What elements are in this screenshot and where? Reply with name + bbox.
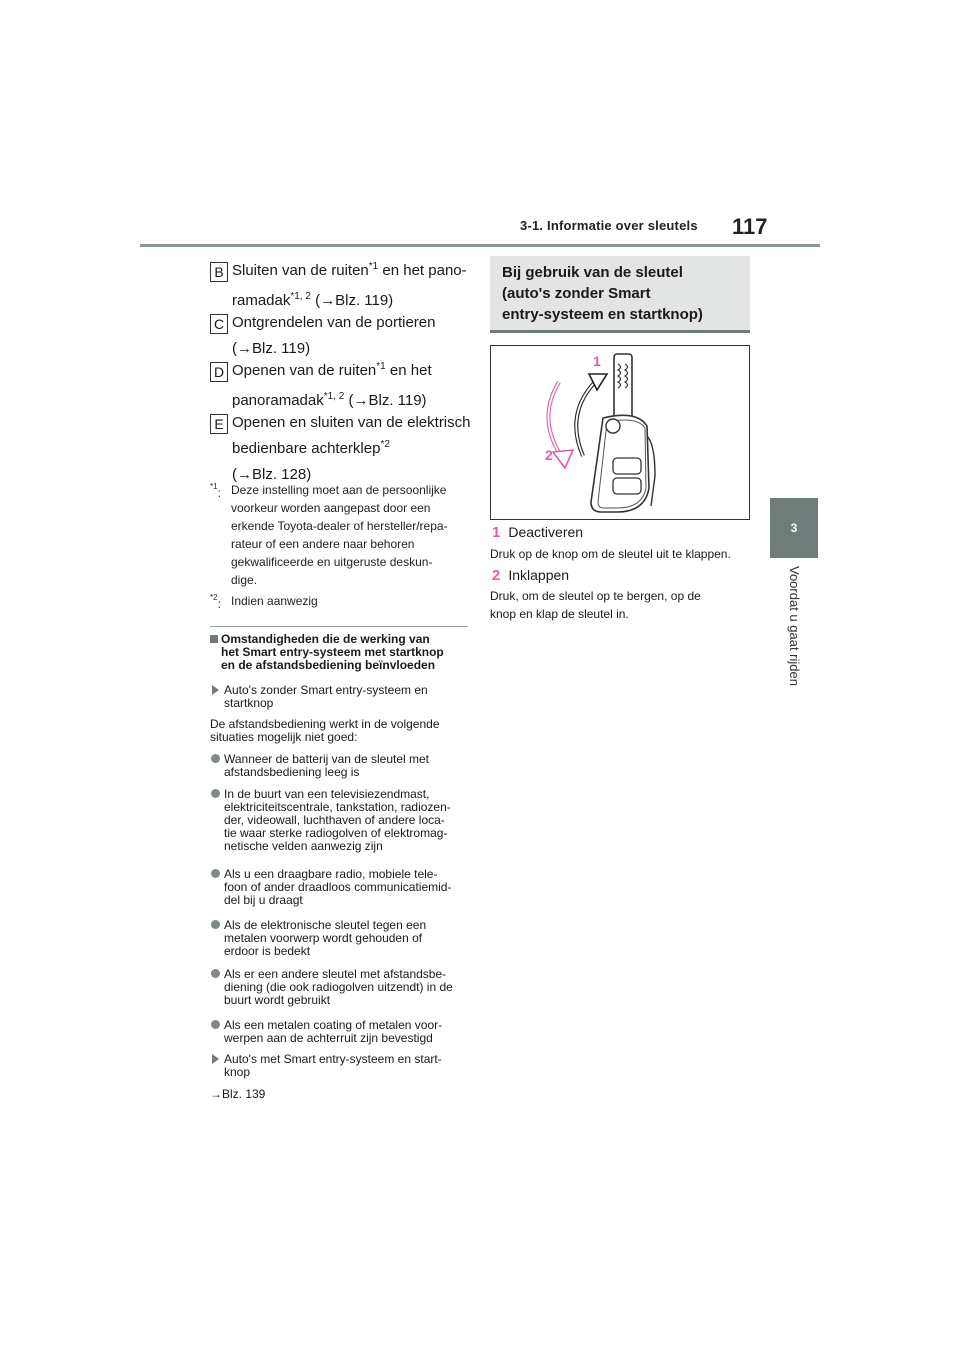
bullet-dot-icon [211,969,220,978]
footnote-line: Deze instelling moet aan de persoonlijke [231,483,447,497]
step-number: 2 [492,567,501,584]
footnote-ref: *2 [380,439,390,450]
condition-with-smart-entry [210,1053,472,1079]
subsection-heading-line: (auto's zonder Smart [502,285,651,302]
footnote-ref: *1, 2 [290,291,311,302]
bullet-line: afstandsbediening leeg is [224,765,360,779]
flip-key-diagram [491,346,749,519]
item-c-page-ref: (→Blz. 119) [232,340,311,357]
subsection-heading-line: Bij gebruik van de sleutel [502,264,683,281]
subsection-heading-box [490,256,750,333]
bullet-line: Als u een draagbare radio, mobiele tele- [224,867,438,881]
bullet-line: Als een metalen coating of metalen voor- [224,1018,443,1032]
chapter-number: 3 [790,521,798,535]
item-e-text: Openen en sluiten van de elektrisch [232,414,471,431]
chapter-title: Voordat u gaat rijden [787,566,802,686]
footnote-2: $^{*2}$: Indien aanwezig [210,592,472,610]
section-heading-line: het Smart entry-systeem met startknop [221,645,444,659]
triangle-arrow-icon [212,1054,219,1064]
item-e-page-ref: (→Blz. 128) [232,466,312,483]
bullet-item [210,919,472,958]
step-description-line: Druk op de knop om de sleutel uit te klappen. [490,547,731,561]
footnote-line: Indien aanwezig [231,594,318,608]
bullet-item [210,788,472,853]
item-d-text-line2: panoramadak [232,392,324,409]
bullet-item [210,968,472,1007]
item-b-text-line2: ramadak [232,292,291,309]
bullet-line: Als de elektronische sleutel tegen een [224,918,427,932]
item-d-page-ref: (→Blz. 119) [344,392,427,409]
bullet-line: foon of ander draadloos communicatiemid- [224,880,452,894]
step-description-line: knop en klap de sleutel in. [490,607,629,621]
footnote-ref: *1 [368,261,379,272]
item-b [210,258,472,314]
intro-line: situaties mogelijk niet goed: [210,730,358,744]
bullet-line: diening (die ook radiogolven uitzendt) in de [224,980,453,994]
footnote-line: erkende Toyota-dealer of hersteller/repa- [231,519,448,533]
item-d-text-cont: en het [385,362,432,379]
footnote-ref: *1, 2 [323,391,345,402]
bullet-line: erdoor is bedekt [224,944,311,958]
intro-line: De afstandsbediening werkt in de volgende [210,717,440,731]
step-2 [492,567,752,584]
bullet-line: del bij u draagt [224,893,303,907]
bullet-line: Als er een andere sleutel met afstandsbe- [224,967,447,981]
bullet-line: metalen voorwerp wordt gehouden of [224,931,423,945]
section-heading-line: Omstandigheden die de werking van [221,632,430,646]
bullet-line: tie waar sterke radiogolven of elektromag- [224,826,448,840]
item-b-page-ref: (→Blz. 119) [310,292,394,309]
condition-no-smart-entry [210,684,472,710]
item-e-text-line2: bedienbare achterklep [232,440,381,457]
bullet-line: elektriciteitscentrale, tankstation, radiozen- [224,800,451,814]
bullet-dot-icon [211,754,220,763]
bullet-dot-icon [211,869,220,878]
intro-paragraph [210,718,472,744]
footnote-mark: *2 [210,593,218,602]
page-reference[interactable]: →Blz. 139 [210,1087,266,1101]
bullet-dot-icon [211,920,220,929]
item-b-text-cont: en het pano- [378,262,467,279]
bullet-line: netische velden aanwezig zijn [224,839,383,853]
item-d-text: Openen van de ruiten [232,362,377,379]
chapter-tab [770,498,818,558]
bullet-item [210,868,472,907]
footnote-line: voorkeur worden aangepast door een [231,501,431,515]
item-c [210,310,472,362]
section-heading-line: en de afstandsbediening beïnvloeden [221,658,436,672]
condition-line: knop [224,1065,251,1079]
chapter-title-vertical [772,566,816,706]
condition-line: Auto's zonder Smart entry-systeem en [224,683,428,697]
item-e [210,410,472,488]
footnote-ref: *1 [376,361,386,372]
item-d [210,358,472,414]
step-2-description [490,587,752,623]
footnote-1: $^{*1}$: Deze instelling moet aan de persoonlijke voorkeur worden aangepast door een erkende Toyota-dealer of hersteller/repa- rateur of een andere naar behoren gekwalificeerde en uitgeruste deskun- dige. [210,481,472,589]
condition-line: startknop [224,696,274,710]
header-rule [140,244,820,247]
bullet-dot-icon [211,789,220,798]
subsection-heading-line: entry-systeem en startknop) [502,306,703,323]
letter-b-box: B [210,262,228,282]
step-description-line: Druk, om de sleutel op te bergen, op de [490,589,701,603]
letter-c-box: C [210,314,228,334]
footnote-line: rateur of een andere naar behoren [231,537,415,551]
bullet-line: In de buurt van een televisiezendmast, [224,787,430,801]
condition-line: Auto's met Smart entry-systeem en start- [224,1052,442,1066]
bullet-line: der, videowall, luchthaven of andere loca- [224,813,445,827]
page-number: 117 [732,214,768,239]
bullet-dot-icon [211,1020,220,1029]
step-1-description [490,545,752,563]
key-blade-icon [614,354,632,422]
step-title: Deactiveren [508,524,584,540]
step-1 [492,524,752,541]
key-illustration [490,345,750,520]
square-bullet-icon [210,635,218,643]
footnote-line: dige. [231,573,258,587]
section-divider [210,626,468,627]
section-title: 3-1. Informatie over sleutels [520,218,698,233]
letter-e-box: E [210,414,228,434]
bullet-line: werpen aan de achterruit zijn bevestigd [224,1031,433,1045]
illustration-label-1: 1 [593,353,601,369]
bullet-item [210,753,472,779]
key-fob-icon [591,415,655,512]
footnote-mark: *1 [210,482,218,491]
step-title: Inklappen [508,567,570,583]
triangle-arrow-icon [212,685,219,695]
footnote-line: gekwalificeerde en uitgeruste deskun- [231,555,433,569]
letter-d-box: D [210,362,228,382]
bullet-item [210,1019,472,1045]
item-b-text: Sluiten van de ruiten [232,262,369,279]
step-number: 1 [492,524,501,541]
item-c-text: Ontgrendelen van de portieren [232,314,436,331]
bullet-line: Wanneer de batterij van de sleutel met [224,752,430,766]
section-heading [210,633,472,672]
bullet-line: buurt wordt gebruikt [224,993,331,1007]
illustration-label-2: 2 [545,447,553,463]
